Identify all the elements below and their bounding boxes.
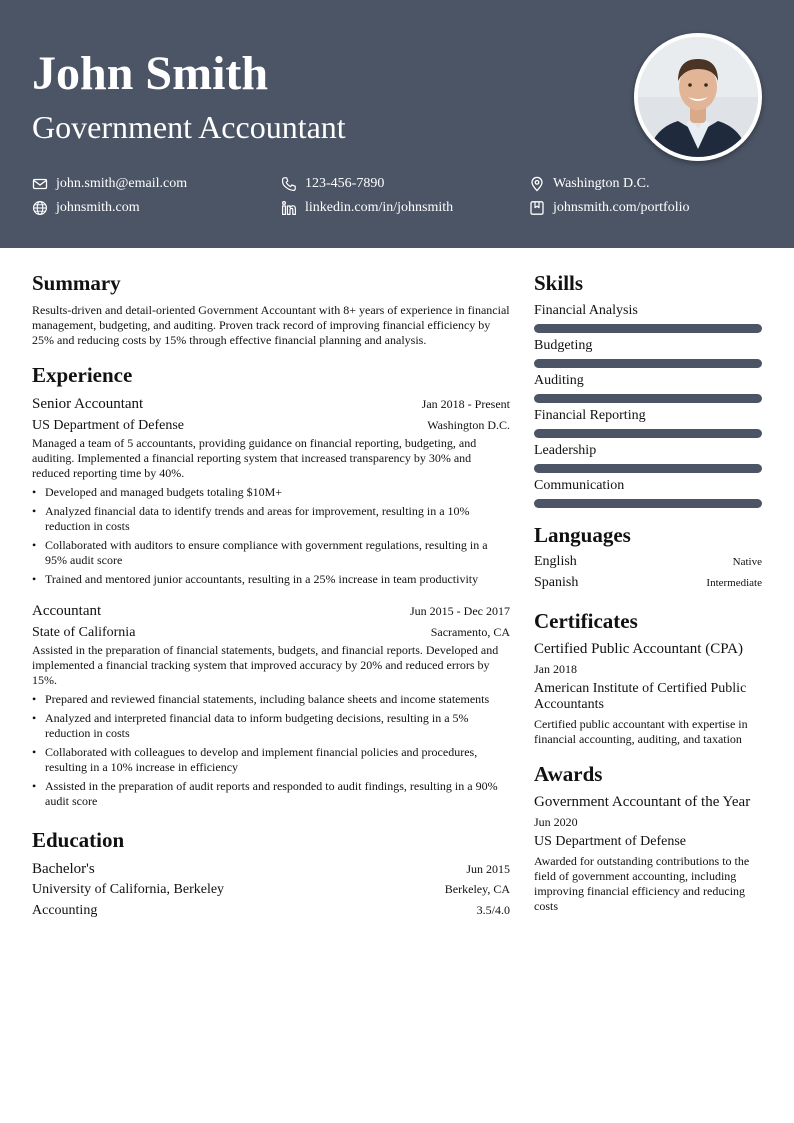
job-org-row — [32, 415, 510, 436]
list-item: • Prepared and reviewed financial statements, including balance sheets and income statements — [32, 692, 510, 707]
linkedin-icon — [281, 200, 297, 216]
languages-section — [534, 522, 762, 592]
languages-heading: Languages — [534, 523, 631, 547]
contact-phone-text: 123-456-7890 — [305, 176, 385, 191]
award-issuer: US Department of Defense — [534, 834, 687, 849]
skill-name: Budgeting — [534, 338, 593, 353]
experience-heading: Experience — [32, 363, 133, 387]
summary-heading: Summary — [32, 271, 121, 295]
job-location: Washington D.C. — [427, 418, 510, 432]
list-item: • Analyzed financial data to identify trends and areas for improvement, resulting in a 10% reduction in costs — [32, 504, 510, 534]
summary-section — [32, 270, 510, 348]
list-item: • Analyzed and interpreted financial data to inform budgeting decisions, resulting in a 5% reduction in costs — [32, 711, 510, 741]
portfolio-icon — [529, 200, 545, 216]
contact-website-text: johnsmith.com — [56, 200, 140, 215]
education-location: Berkeley, CA — [444, 882, 510, 896]
job-org-row — [32, 622, 510, 643]
education-gpa: 3.5/4.0 — [476, 903, 510, 917]
skill-item — [534, 477, 762, 508]
skill-level-bar — [534, 324, 762, 333]
awards-heading: Awards — [534, 762, 603, 786]
job-description: Managed a team of 5 accountants, providing guidance on financial reporting, budgeting, and auditing. Implemented a financial reporting system that increased transparency by 30% and reduced reporting time by 40%. — [32, 436, 477, 480]
education-school-row — [32, 879, 510, 900]
skill-item — [534, 302, 762, 333]
award-name: Government Accountant of the Year — [534, 794, 751, 810]
job-title-row — [32, 601, 510, 621]
contact-location — [529, 175, 649, 193]
list-item: • Collaborated with colleagues to develop and implement financial policies and procedures, resulting in a 10% increase in efficiency — [32, 745, 510, 775]
skill-item — [534, 372, 762, 403]
contact-portfolio-text: johnsmith.com/portfolio — [553, 200, 690, 215]
education-section — [32, 827, 510, 921]
job-entry — [32, 394, 510, 587]
award-description: Awarded for outstanding contributions to the field of government accounting, including improving financial efficiency and reducing costs — [534, 854, 750, 913]
skill-name: Financial Analysis — [534, 303, 638, 318]
award-date: Jun 2020 — [534, 815, 578, 829]
language-level: Native — [732, 556, 762, 568]
certificate-description: Certified public accountant with expertise in financial accounting, auditing, and taxation — [534, 717, 748, 746]
skills-section — [534, 270, 762, 508]
skill-item — [534, 442, 762, 473]
job-organization: US Department of Defense — [32, 418, 185, 433]
contact-phone[interactable] — [281, 175, 384, 193]
main-column — [32, 270, 510, 921]
education-heading: Education — [32, 828, 125, 852]
education-school: University of California, Berkeley — [32, 882, 225, 897]
contact-email-text: john.smith@email.com — [56, 176, 188, 191]
contact-linkedin[interactable] — [281, 199, 453, 217]
job-title-row — [32, 394, 510, 414]
skill-name: Financial Reporting — [534, 408, 646, 423]
certificate-issuer: American Institute of Certified Public Accountants — [534, 681, 747, 712]
awards-section — [534, 761, 762, 914]
job-title: Senior Accountant — [32, 396, 144, 412]
language-item — [534, 574, 762, 592]
job-title: Accountant — [32, 603, 102, 619]
candidate-name: John Smith — [32, 47, 269, 100]
list-item: • Assisted in the preparation of audit reports and responded to audit findings, resulting in a 90% audit score — [32, 779, 510, 809]
skill-name: Leadership — [534, 443, 597, 458]
globe-icon — [32, 200, 48, 216]
language-name: Spanish — [534, 575, 579, 590]
contact-location-text: Washington D.C. — [553, 176, 650, 191]
job-bullets — [32, 485, 510, 587]
resume-header — [0, 0, 794, 248]
job-entry — [32, 601, 510, 809]
education-degree-row — [32, 859, 510, 879]
certificate-date: Jan 2018 — [534, 662, 577, 676]
contact-website[interactable] — [32, 199, 140, 217]
job-organization: State of California — [32, 625, 136, 640]
skill-item — [534, 337, 762, 368]
language-name: English — [534, 554, 577, 569]
experience-section — [32, 362, 510, 809]
side-column — [534, 270, 762, 914]
certificate-name: Certified Public Accountant (CPA) — [534, 641, 744, 657]
list-item: • Collaborated with auditors to ensure compliance with government regulations, resulting in a 95% audit score — [32, 538, 510, 568]
skills-heading: Skills — [534, 271, 584, 295]
skill-item — [534, 407, 762, 438]
contact-email[interactable] — [32, 175, 187, 193]
profile-photo — [634, 33, 762, 161]
location-pin-icon — [529, 176, 545, 192]
job-title: Government Accountant — [32, 109, 346, 145]
phone-icon — [281, 176, 297, 192]
job-location: Sacramento, CA — [430, 625, 510, 639]
certificates-heading: Certificates — [534, 609, 638, 633]
job-dates: Jun 2015 - Dec 2017 — [410, 604, 510, 618]
skill-name: Communication — [534, 478, 625, 493]
skill-name: Auditing — [534, 373, 584, 388]
list-item: • Trained and mentored junior accountants, resulting in a 25% increase in team productivity — [32, 572, 510, 587]
job-description: Assisted in the preparation of financial statements, budgets, and financial reports. Developed and implemented a financial tracking system that improved accuracy by 20% and reduced errors by 15%. — [32, 643, 499, 687]
job-dates: Jan 2018 - Present — [421, 397, 510, 411]
education-date: Jun 2015 — [466, 862, 510, 876]
languages-list — [534, 553, 762, 592]
language-item — [534, 553, 762, 571]
list-item: • Developed and managed budgets totaling $10M+ — [32, 485, 510, 500]
certificates-section — [534, 608, 762, 747]
summary-text: Results-driven and detail-oriented Government Accountant with 8+ years of experience in financial management, budgeting, and auditing. Proven track record of improving financial efficiency by 25% and reducing costs by 15% through effective financial planning and analysis. — [32, 303, 510, 347]
skill-level-bar — [534, 464, 762, 473]
job-bullets — [32, 692, 510, 809]
language-level: Intermediate — [706, 577, 762, 589]
contact-portfolio[interactable] — [529, 199, 690, 217]
education-field-row — [32, 900, 510, 921]
contact-linkedin-text: linkedin.com/in/johnsmith — [305, 200, 454, 215]
skill-level-bar — [534, 359, 762, 368]
education-field: Accounting — [32, 903, 98, 918]
mail-icon — [32, 176, 48, 192]
skill-level-bar — [534, 394, 762, 403]
skill-level-bar — [534, 429, 762, 438]
skills-list — [534, 302, 762, 508]
skill-level-bar — [534, 499, 762, 508]
education-degree: Bachelor's — [32, 861, 95, 877]
